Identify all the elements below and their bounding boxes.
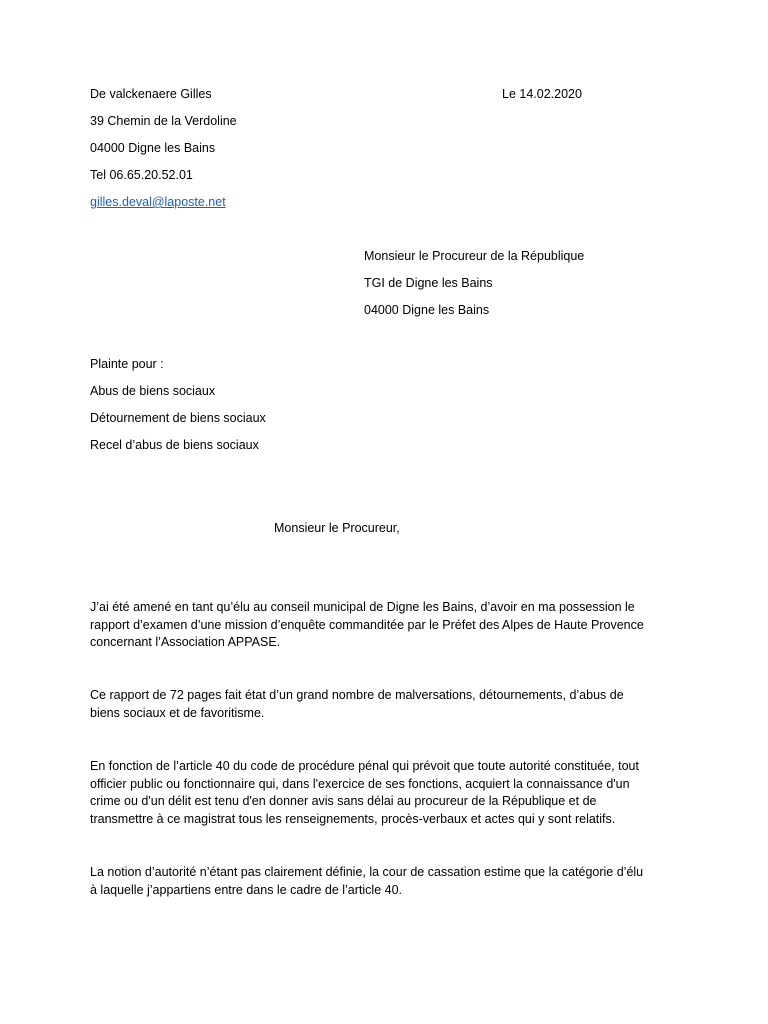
paragraph-line: Ce rapport de 72 pages fait état d’un grand nombre de malversations, détournements, d’abus de — [90, 688, 624, 702]
recipient-line-2: TGI de Digne les Bains — [364, 276, 493, 290]
paragraph-line: officier public ou fonctionnaire qui, dans l'exercice de ses fonctions, acquiert la connaissance d'un — [90, 776, 630, 791]
body-paragraph — [90, 864, 690, 899]
paragraph-line: concernant l’Association APPASE. — [90, 635, 281, 649]
paragraph-line: transmettre à ce magistrat tous les renseignements, procès-verbaux et actes qui y sont relatifs. — [90, 811, 616, 826]
paragraph-line: En fonction de l’article 40 du code de procédure pénal qui prévoit que toute autorité constituée, tout — [90, 759, 639, 773]
complaint-item: Détournement de biens sociaux — [90, 411, 266, 425]
body-paragraph — [90, 687, 690, 722]
salutation: Monsieur le Procureur, — [274, 521, 400, 535]
recipient-line-3: 04000 Digne les Bains — [364, 303, 490, 317]
letter-date: Le 14.02.2020 — [502, 87, 582, 101]
complaint-item: Recel d’abus de biens sociaux — [90, 438, 259, 452]
paragraph-line: J’ai été amené en tant qu’élu au conseil municipal de Digne les Bains, d’avoir en ma possession le — [90, 600, 635, 614]
body-paragraph — [90, 599, 690, 652]
paragraph-line: La notion d’autorité n’étant pas clairement définie, la cour de cassation estime que la catégorie d’élu — [90, 865, 644, 879]
sender-city: 04000 Digne les Bains — [90, 141, 216, 155]
recipient-line-1: Monsieur le Procureur de la République — [364, 249, 585, 263]
paragraph-line: biens sociaux et de favoritisme. — [90, 705, 265, 720]
sender-email-link[interactable]: gilles.deval@laposte.net — [90, 195, 226, 209]
sender-name: De valckenaere Gilles — [90, 87, 212, 101]
sender-address: 39 Chemin de la Verdoline — [90, 114, 237, 128]
sender-phone: Tel 06.65.20.52.01 — [90, 168, 193, 182]
paragraph-line: à laquelle j’appartiens entre dans le cadre de l’article 40. — [90, 882, 402, 897]
body-paragraph — [90, 758, 690, 828]
complaint-heading: Plainte pour : — [90, 357, 164, 371]
paragraph-line: crime ou d'un délit est tenu d'en donner avis sans délai au procureur de la République et de — [90, 794, 597, 808]
paragraph-line: rapport d’examen d’une mission d’enquête commanditée par le Préfet des Alpes de Haute Provence — [90, 617, 644, 632]
complaint-item: Abus de biens sociaux — [90, 384, 216, 398]
